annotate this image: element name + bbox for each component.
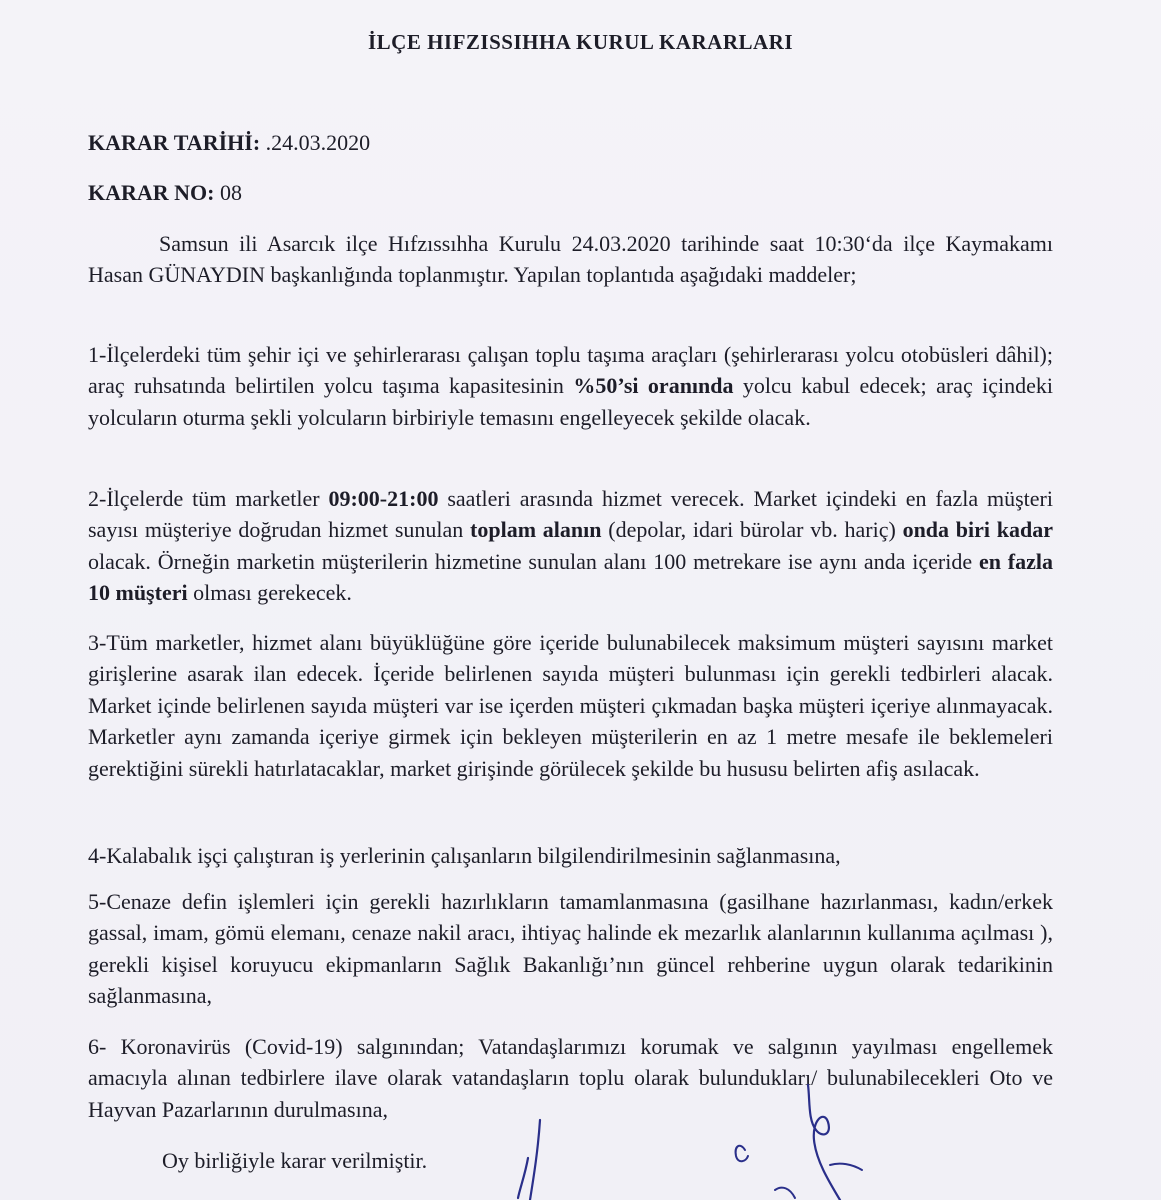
decision-number: [88, 180, 242, 206]
item-2-text-2: saatleri arasında hizmet verecek. Market içindeki en fazla müşteri sayısı müşteriye doğrudan hizmet sunulan: [88, 486, 1053, 543]
item-1-bold-1: %50’si oranında: [573, 373, 734, 399]
item-2-text-1: 2-İlçelerde tüm marketler: [88, 486, 329, 511]
item-2-text-4: olacak. Örneğin marketin müşterilerin hizmetine sunulan alanı 100 metrekare ise aynı anda içeride: [88, 548, 979, 574]
decision-date-label: KARAR TARİHİ:: [88, 130, 261, 155]
item-1-text-2: yolcu kabul edecek; araç içindeki yolcuların oturma şekli yolcuların birbiriyle temasını engelleyecek şekilde olacak.: [88, 373, 1053, 430]
item-2-text-5: olması gerekecek.: [187, 580, 352, 606]
item-1-text-1: 1-İlçelerdeki tüm şehir içi ve şehirlerarası çalışan toplu taşıma araçları (şehirlerarası yolcu otobüsleri dâhil); araç ruhsatında belirtilen yolcu taşıma kapasitesinin: [88, 342, 1053, 399]
signature: [490, 1080, 870, 1200]
item-4: 4-Kalabalık işçi çalıştıran iş yerlerinin çalışanların bilgilendirilmesinin sağlanmasına,: [88, 843, 841, 868]
item-2-bold-2: toplam alanın: [470, 517, 602, 543]
decision-date: [88, 130, 370, 156]
item-6: 6- Koronavirüs (Covid-19) salgınından; Vatandaşlarımızı korumak ve salgının yayılması engellemek amacıyla alınan tedbirlere ilave olarak vatandaşların toplu olarak bulundukları/ bulunabilecekleri Oto ve Hayvan Pazarlarının durulmasına,: [88, 1034, 1053, 1122]
item-5: 5-Cenaze defin işlemleri için gerekli hazırlıkların tamamlanmasına (gasilhane hazırlanması, kadın/erkek gassal, imam, gömü elemanı, cenaze nakil aracı, ihtiyaç halinde ek mezarlık alanlarının kullanıma açılması ), gerekli kişisel koruyucu ekipmanların Sağlık Bakanlığı’nın güncel rehberine uygun olarak tedarikinin sağlanmasına,: [88, 889, 1053, 1009]
decision-date-value: .24.03.2020: [260, 130, 371, 155]
item-1: [88, 339, 1053, 433]
intro-paragraph: Samsun ili Asarcık ilçe Hıfzıssıhha Kurulu 24.03.2020 tarihinde saat 10:30‘da ilçe Kaymakamı Hasan GÜNAYDIN başkanlığında toplanmıştır. Yapılan toplantıda aşağıdaki maddeler;: [88, 231, 1053, 288]
item-3: 3-Tüm marketler, hizmet alanı büyüklüğüne göre içeride bulunabilecek maksimum müşteri sayısını market girişlerine asarak ilan edecek. İçeride belirlenen sayıda müşteri bulunması için gerekli tedbirleri alacak. Market içinde belirlenen sayıda müşteri var ise içerden müşteri çıkmadan başka müşteri içeriye alınmayacak. Marketler aynı zamanda içeriye girmek için bekleyen müşterilerin en az 1 metre mesafe ile beklemeleri gerektiğini sürekli hatırlatacaklar, market girişinde görülecek şekilde bu hususu belirten afiş asılacak.: [88, 630, 1053, 781]
item-2: [88, 483, 1053, 609]
item-2-text-3: (depolar, idari bürolar vb. hariç): [601, 517, 903, 543]
item-2-bold-1: 09:00-21:00: [328, 486, 439, 511]
item-2-bold-3: onda biri kadar: [902, 517, 1053, 543]
document-title: İLÇE HIFZISSIHHA KURUL KARARLARI: [367, 30, 793, 54]
closing-statement: Oy birliğiyle karar verilmiştir.: [162, 1148, 428, 1173]
decision-number-value: 08: [214, 180, 242, 205]
item-2-bold-4: en fazla 10 müşteri: [88, 548, 1053, 606]
decision-number-label: KARAR NO:: [88, 180, 215, 205]
